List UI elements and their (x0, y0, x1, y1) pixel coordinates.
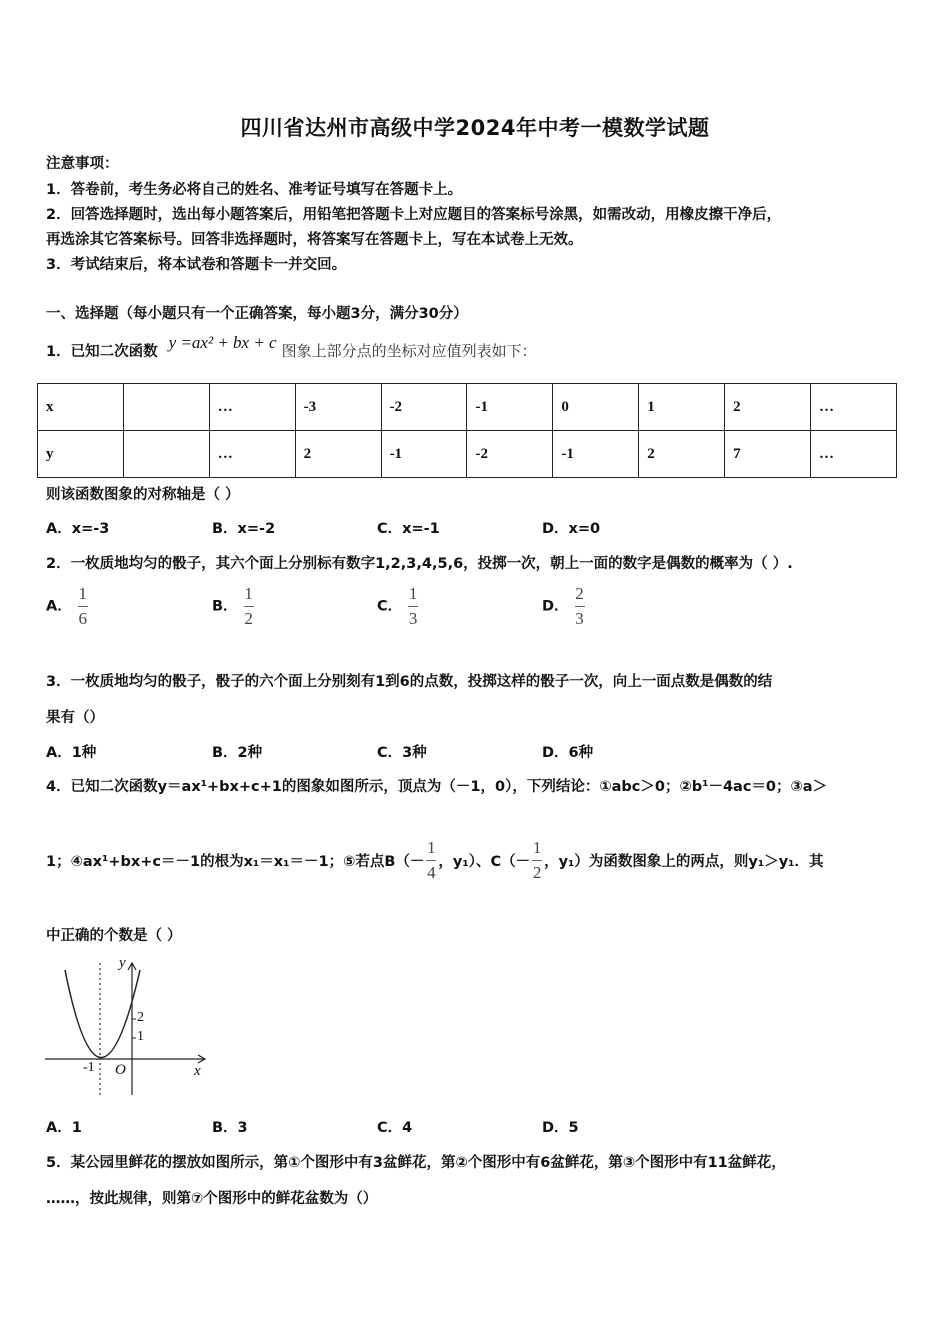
fraction (408, 584, 418, 629)
question-1-formula: y =ax² + bx + c (168, 333, 277, 352)
tick-label-1: 1 (137, 1029, 144, 1044)
table-cell: … (209, 431, 295, 478)
parabola-graph (40, 955, 210, 1097)
question-1-option-d[interactable]: D．x=0 (542, 521, 601, 537)
table-cell: -1 (553, 431, 639, 478)
option-label: C． (377, 598, 403, 615)
notice-item-1: 1．答卷前，考生务必将自己的姓名、准考证号填写在答题卡上。 (46, 182, 463, 198)
numerator: 1 (244, 584, 253, 603)
section-heading: 一、选择题（每小题只有一个正确答案，每小题3分，满分30分） (46, 306, 468, 322)
table-cell: … (811, 384, 897, 431)
origin-label: O (115, 1062, 126, 1078)
question-1-text: 图象上部分点的坐标对应值列表如下： (281, 344, 537, 360)
option-label: A． (46, 598, 72, 615)
question-3-option-d[interactable]: D．6种 (542, 745, 594, 761)
table-cell: x (38, 384, 124, 431)
numerator: 2 (575, 584, 584, 603)
table-cell: -1 (467, 384, 553, 431)
fraction (244, 584, 254, 629)
question-3-stem: 3．一枚质地均匀的骰子，骰子的六个面上分别刻有1到6的点数，投掷这样的骰子一次，向上一面点数是偶数的结 (46, 674, 773, 690)
y-axis-label: y (119, 955, 126, 971)
numerator: 1 (408, 584, 418, 603)
question-4-text-b: ，y₁）、C（－ (438, 854, 531, 870)
table-cell (123, 431, 209, 478)
question-4-option-c[interactable]: C．4 (377, 1120, 413, 1136)
table-cell: 2 (639, 431, 725, 478)
question-2-stem: 2．一枚质地均匀的骰子，其六个面上分别标有数字1,2,3,4,5,6，投掷一次，朝上一面的数字是偶数的概率为（ ）. (46, 556, 793, 572)
question-3-option-b[interactable]: B．2种 (212, 745, 263, 761)
denominator: 2 (532, 863, 542, 882)
table-cell: 2 (295, 431, 381, 478)
notice-item-3: 3．考试结束后，将本试卷和答题卡一并交回。 (46, 257, 347, 273)
question-3-option-a[interactable]: A．1种 (46, 745, 97, 761)
question-5-stem: 5．某公园里鲜花的摆放如图所示，第①个图形中有3盆鲜花，第②个图形中有6盆鲜花，第③个图形中有11盆鲜花， (46, 1155, 786, 1171)
fraction (78, 584, 88, 629)
option-label: D． (542, 598, 569, 615)
value-table (37, 383, 897, 478)
question-4-option-b[interactable]: B．3 (212, 1120, 248, 1136)
numerator: 1 (78, 584, 87, 603)
denominator: 4 (427, 863, 436, 882)
table-cell: -2 (381, 384, 467, 431)
question-1-number: 1．已知二次函数 (46, 344, 158, 360)
table-cell: 7 (725, 431, 811, 478)
question-1-option-a[interactable]: A．x=-3 (46, 521, 110, 537)
question-4-option-d[interactable]: D．5 (542, 1120, 579, 1136)
question-2-option-d[interactable] (542, 584, 585, 629)
question-5-stem-cont: ……，按此规律，则第⑦个图形中的鲜花盆数为（） (46, 1191, 378, 1207)
question-3-option-c[interactable]: C．3种 (377, 745, 427, 761)
question-1-option-b[interactable]: B．x=-2 (212, 521, 276, 537)
fraction-c (532, 838, 542, 883)
page-title: 四川省达州市高级中学2024年中考一模数学试题 (240, 116, 710, 140)
table-cell: 0 (553, 384, 639, 431)
question-4-stem: 4．已知二次函数y＝ax¹+bx+c+1的图象如图所示，顶点为（－1，0），下列结论：①abc＞0；②b¹－4ac＝0；③a＞ (46, 779, 828, 795)
question-2-option-a[interactable] (46, 584, 88, 629)
notice-item-2-cont: 再选涂其它答案标号。回答非选择题时，将答案写在答题卡上，写在本试卷上无效。 (46, 232, 583, 248)
question-1-stem-2: 则该函数图象的对称轴是（ ） (46, 487, 240, 503)
fraction-b (426, 838, 436, 883)
denominator: 3 (408, 609, 418, 628)
table-cell: y (38, 431, 124, 478)
table-cell (123, 384, 209, 431)
denominator: 2 (244, 609, 253, 628)
tick-label-2: 2 (137, 1010, 144, 1025)
question-3-stem-cont: 果有（） (46, 710, 104, 726)
denominator: 3 (575, 609, 584, 628)
question-4-text-c: ，y₁）为函数图象上的两点，则y₁＞y₁．其 (544, 854, 824, 870)
table-cell: … (209, 384, 295, 431)
table-row-y (38, 431, 897, 478)
notice-heading: 注意事项： (46, 156, 119, 172)
table-cell: -2 (467, 431, 553, 478)
numerator: 1 (532, 838, 542, 857)
question-1-option-c[interactable]: C．x=-1 (377, 521, 440, 537)
table-row-x (38, 384, 897, 431)
table-cell: … (811, 431, 897, 478)
question-4-option-a[interactable]: A．1 (46, 1120, 82, 1136)
tick-label-neg1: -1 (83, 1060, 95, 1075)
fraction (575, 584, 585, 629)
option-label: B． (212, 598, 238, 615)
question-2-option-b[interactable] (212, 584, 254, 629)
table-cell: 2 (725, 384, 811, 431)
question-4-text-a: 1；④ax¹+bx+c＝－1的根为x₁＝x₁＝－1；⑤若点B（－ (46, 854, 425, 870)
table-cell: -3 (295, 384, 381, 431)
question-4-stem-end: 中正确的个数是（ ） (46, 928, 182, 944)
table-cell: -1 (381, 431, 467, 478)
denominator: 6 (78, 609, 87, 628)
question-4-stem-cont (46, 838, 824, 883)
question-2-option-c[interactable] (377, 584, 418, 629)
numerator: 1 (427, 838, 436, 857)
question-1-stem (46, 333, 537, 361)
x-axis-label: x (194, 1063, 201, 1079)
notice-item-2: 2．回答选择题时，选出每小题答案后，用铅笔把答题卡上对应题目的答案标号涂黑，如需改动，用橡皮擦干净后， (46, 207, 782, 223)
table-cell: 1 (639, 384, 725, 431)
